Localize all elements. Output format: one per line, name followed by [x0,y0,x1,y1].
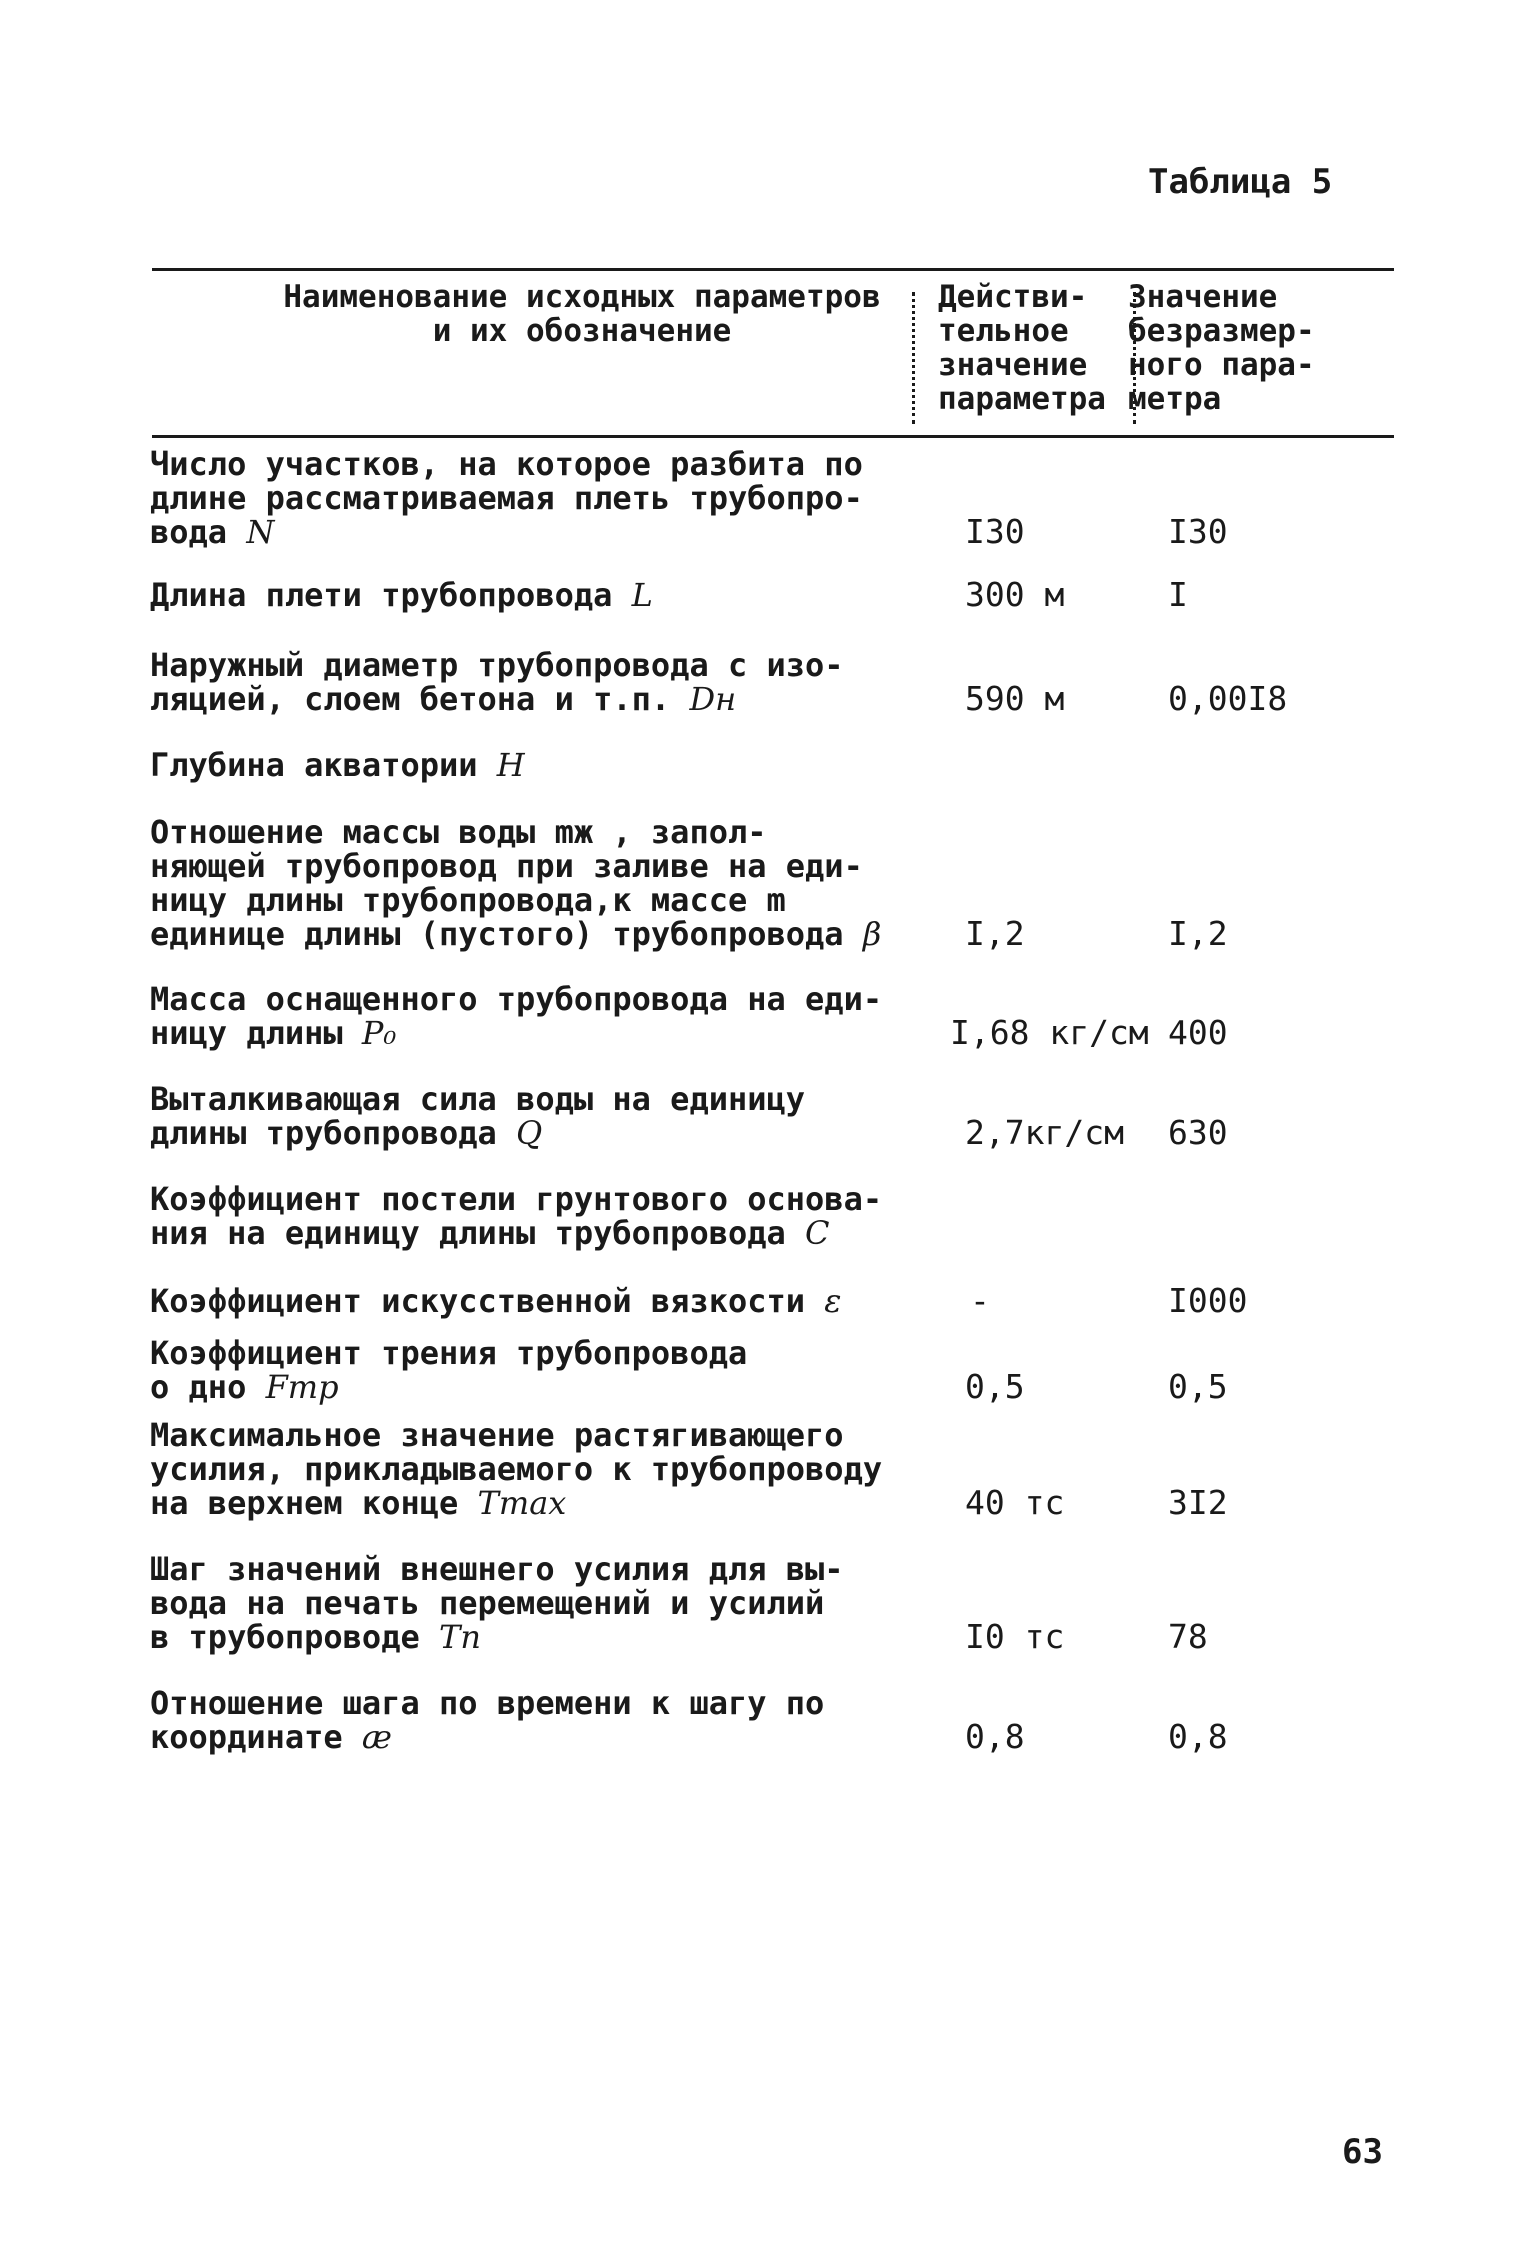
parameter-name: Коэффициент постели грунтового основа- ния на единицу длины трубопровода C [150,1180,883,1252]
parameter-symbol: æ [361,1718,392,1756]
actual-value: 2,7кг/см [965,1113,1124,1152]
parameter-symbol: Tп [438,1618,481,1656]
header-actual-value: Действи- тельное значение параметра [938,279,1106,417]
dimensionless-value: 0,5 [1168,1367,1228,1406]
column-separator [912,292,915,424]
parameter-name: Максимальное значение растягивающего усилия, прикладываемого к трубопроводу на верхнем конце Tmax [150,1416,883,1522]
actual-value: 0,5 [965,1367,1025,1406]
parameter-symbol: P₀ [361,1014,397,1052]
table-row [150,1418,1390,1524]
actual-value: I,68 кг/см [950,1013,1149,1052]
table-row [150,1336,1390,1408]
actual-value: 40 тс [965,1483,1065,1522]
table-row [150,1552,1390,1658]
table-row [150,815,1390,955]
parameter-symbol: ε [824,1282,842,1320]
parameter-symbol: Tmax [477,1484,567,1522]
dimensionless-value: I30 [1168,512,1228,551]
parameter-name: Масса оснащенного трубопровода на еди- ницу длины P₀ [150,980,883,1052]
dimensionless-value: 78 [1168,1617,1208,1656]
table-row [150,1182,1390,1254]
actual-value: I,2 [965,914,1025,953]
dimensionless-value: 0,8 [1168,1717,1228,1756]
page-number: 63 [1342,2132,1383,2172]
dimensionless-value: 630 [1168,1113,1228,1152]
actual-value: 590 м [965,679,1065,718]
parameter-name: Наружный диаметр трубопровода с изо- ляцией, слоем бетона и т.п. Dн [150,646,844,718]
table-row [150,575,1390,614]
actual-value: 300 м [965,575,1065,614]
parameter-symbol: Q [516,1114,543,1152]
dimensionless-value: 400 [1168,1013,1228,1052]
dimensionless-value: I [1168,575,1188,614]
header-bottom-rule [152,435,1394,438]
header-dimensionless-value: Значение безразмер- ного пара- метра [1128,279,1315,417]
parameter-name: Длина плети трубопровода L [150,576,653,614]
parameter-symbol: N [246,513,275,551]
parameter-name: Коэффициент трения трубопровода о дно Fтр [150,1334,748,1406]
parameter-symbol: H [496,746,525,784]
table-row [150,982,1390,1054]
parameter-name: Шаг значений внешнего усилия для вы- вода на печать перемещений и усилий в трубопроводе Tп [150,1550,844,1656]
table-row [150,1281,1390,1320]
parameter-name: Выталкивающая сила воды на единицу длины трубопровода Q [150,1080,806,1152]
actual-value: 0,8 [965,1717,1025,1756]
table-label: Таблица 5 [1148,162,1333,202]
header-parameter-name: Наименование исходных параметров и их обозначение [283,279,881,349]
parameter-name: Коэффициент искусственной вязкости ε [150,1282,842,1320]
parameter-symbol: β [862,915,882,953]
parameter-name: Отношение массы воды mж , запол- няющей трубопровод при заливе на еди- ницу длины трубопровода,к массе m единице длины (пустого) трубопровода β [150,813,882,953]
actual-value: I0 тс [965,1617,1065,1656]
dimensionless-value: 0,00I8 [1168,679,1288,718]
parameter-name: Отношение шага по времени к шагу по координате æ [150,1684,825,1756]
table-top-rule [152,268,1394,271]
table-row [150,1082,1390,1154]
table-row [150,748,1390,784]
dimensionless-value: 3I2 [1168,1483,1228,1522]
parameter-name: Глубина акватории H [150,746,525,784]
actual-value: I30 [965,512,1025,551]
parameter-symbol: C [805,1214,830,1252]
parameter-name: Число участков, на которое разбита по длине рассматриваемая плеть трубопро- вода N [150,445,863,551]
table-row [150,1686,1390,1758]
parameter-symbol: Dн [689,680,737,718]
table-row [150,648,1390,724]
parameter-symbol: L [631,576,653,614]
actual-value: - [970,1281,990,1320]
parameter-symbol: Fтр [265,1368,339,1406]
dimensionless-value: I,2 [1168,914,1228,953]
table-row [150,445,1390,551]
dimensionless-value: I000 [1168,1281,1248,1320]
